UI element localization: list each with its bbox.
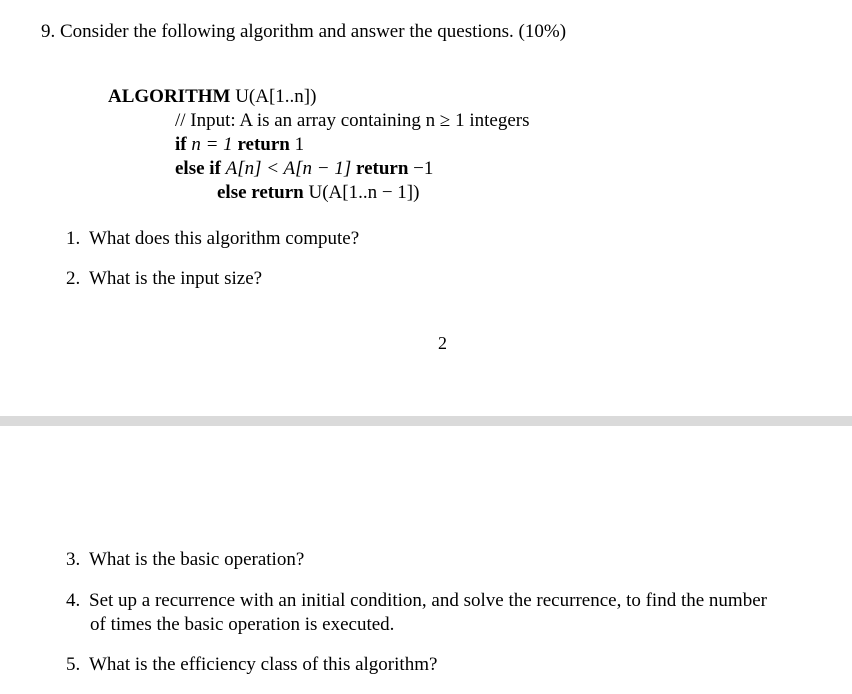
algorithm-comment: // Input: A is an array containing n ≥ 1 integers: [175, 110, 530, 131]
page-separator: [0, 416, 852, 426]
algorithm-line-else: else return U(A[1..n − 1]): [217, 182, 420, 203]
sub-question-2: 2. What is the input size?: [66, 268, 263, 289]
algorithm-header: [108, 86, 316, 108]
algorithm-signature: U(A[1..n]): [235, 86, 317, 107]
algorithm-line-if: if n = 1 return 1: [175, 134, 305, 155]
sub-question-4-continued: of times the basic operation is executed.: [90, 614, 395, 635]
sub-question-5: 5. What is the efficiency class of this algorithm?: [66, 654, 438, 675]
algorithm-keyword: ALGORITHM: [108, 86, 231, 107]
question-heading: [41, 21, 566, 43]
sub-question-3: 3. What is the basic operation?: [66, 549, 305, 570]
question-text: Consider the following algorithm and answer the questions. (10%): [60, 21, 567, 42]
sub-question-4: 4. Set up a recurrence with an initial condition, and solve the recurrence, to find the number: [66, 590, 767, 611]
sub-question-1: 1. What does this algorithm compute?: [66, 228, 360, 249]
algorithm-line-else-if: else if A[n] < A[n − 1] return −1: [175, 158, 434, 179]
page-number: 2: [438, 333, 447, 353]
page-2: [0, 426, 852, 694]
question-number: 9.: [41, 21, 56, 42]
